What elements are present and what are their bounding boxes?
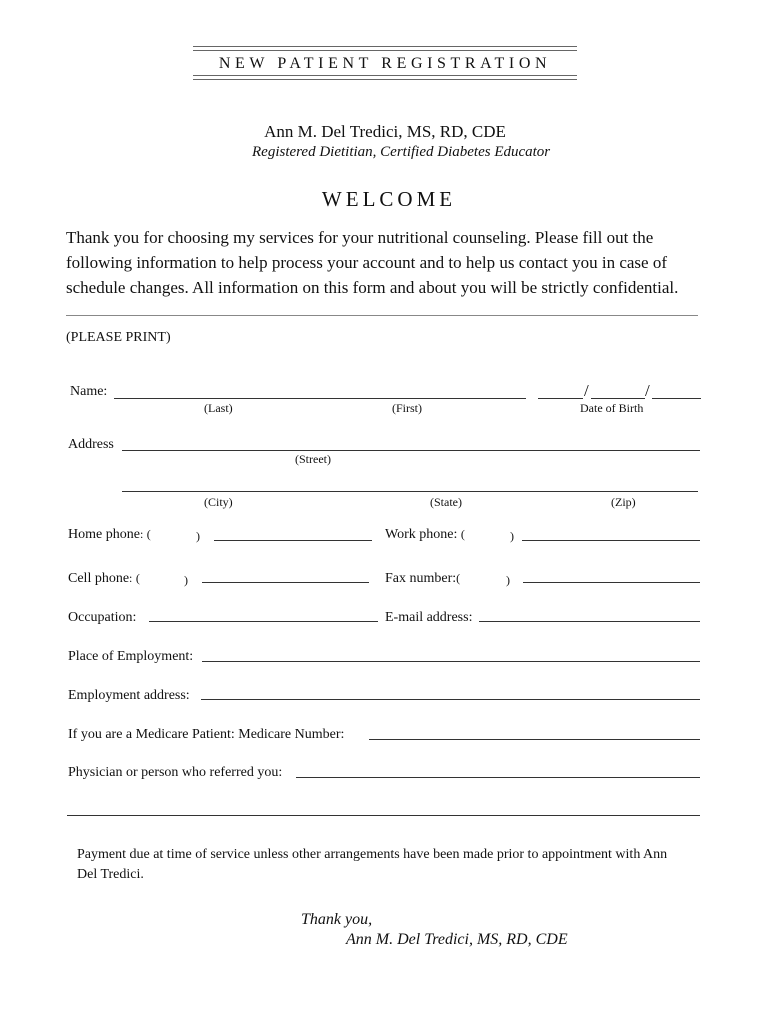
home-phone-paren-close: ) [196,529,200,543]
occupation-field[interactable] [149,621,378,622]
name-field[interactable] [114,398,526,399]
form-title: NEW PATIENT REGISTRATION [218,55,552,72]
print-note: (PLEASE PRINT) [66,330,171,345]
employment-address-field[interactable] [201,699,700,700]
zip-caption: (Zip) [611,495,636,509]
last-caption: (Last) [204,401,233,415]
referral-field[interactable] [296,777,700,778]
work-phone-field[interactable] [522,540,700,541]
signature-name: Ann M. Del Tredici, MS, RD, CDE [346,931,568,948]
dob-separator-2: / [645,381,650,400]
section-divider [66,315,698,316]
email-label: E-mail address: [385,610,473,625]
payment-note: Payment due at time of service unless other arrangements have been made prior to appointment with Ann Del Tredici. [77,847,668,882]
home-phone-label: Home phone: ( [68,527,151,542]
work-phone-label: Work phone: ( [385,527,465,542]
city-caption: (City) [204,495,233,509]
dob-month-field[interactable] [538,398,583,399]
employment-address-label: Employment address: [68,688,190,703]
employment-place-field[interactable] [202,661,700,662]
referral-label: Physician or person who referred you: [68,765,283,780]
street-caption: (Street) [295,452,331,466]
welcome-heading: WELCOME [321,187,457,211]
cell-phone-paren-close: ) [184,573,188,587]
first-caption: (First) [392,401,422,415]
referral-field-line-2[interactable] [67,815,700,816]
title-bottom-rule [193,75,577,76]
cell-phone-field[interactable] [202,582,369,583]
medicare-number-field[interactable] [369,739,700,740]
employment-place-label: Place of Employment: [68,649,194,664]
address-label: Address [68,437,114,452]
medicare-label: If you are a Medicare Patient: Medicare Number: [68,727,345,742]
practitioner-name: Ann M. Del Tredici, MS, RD, CDE [264,122,506,141]
title-bottom-rule-2 [193,79,577,80]
dob-separator-1: / [584,381,589,400]
work-phone-paren-close: ) [510,529,514,543]
dob-year-field[interactable] [652,398,701,399]
street-field[interactable] [122,450,700,451]
cell-phone-label: Cell phone: ( [68,571,140,586]
city-state-zip-field[interactable] [122,491,698,492]
fax-paren-close: ) [506,573,510,587]
fax-label: Fax number:( [385,571,461,586]
name-label: Name: [70,384,108,399]
home-phone-field[interactable] [214,540,372,541]
welcome-text: Thank you for choosing my services for your nutritional counseling. Please fill out the following information to help process your account and to help us contact you in case of schedule changes. All information on this form and about you will be strictly confidential. [66,228,679,297]
title-top-rule-2 [193,50,577,51]
state-caption: (State) [430,495,462,509]
email-field[interactable] [479,621,700,622]
thank-you-text: Thank you, [301,911,373,928]
title-top-rule [193,46,577,47]
dob-day-field[interactable] [591,398,645,399]
occupation-label: Occupation: [68,610,137,625]
form-title-box [193,46,577,80]
fax-field[interactable] [523,582,700,583]
dob-caption: Date of Birth [580,401,644,415]
practitioner-credentials: Registered Dietitian, Certified Diabetes Educator [252,144,551,160]
